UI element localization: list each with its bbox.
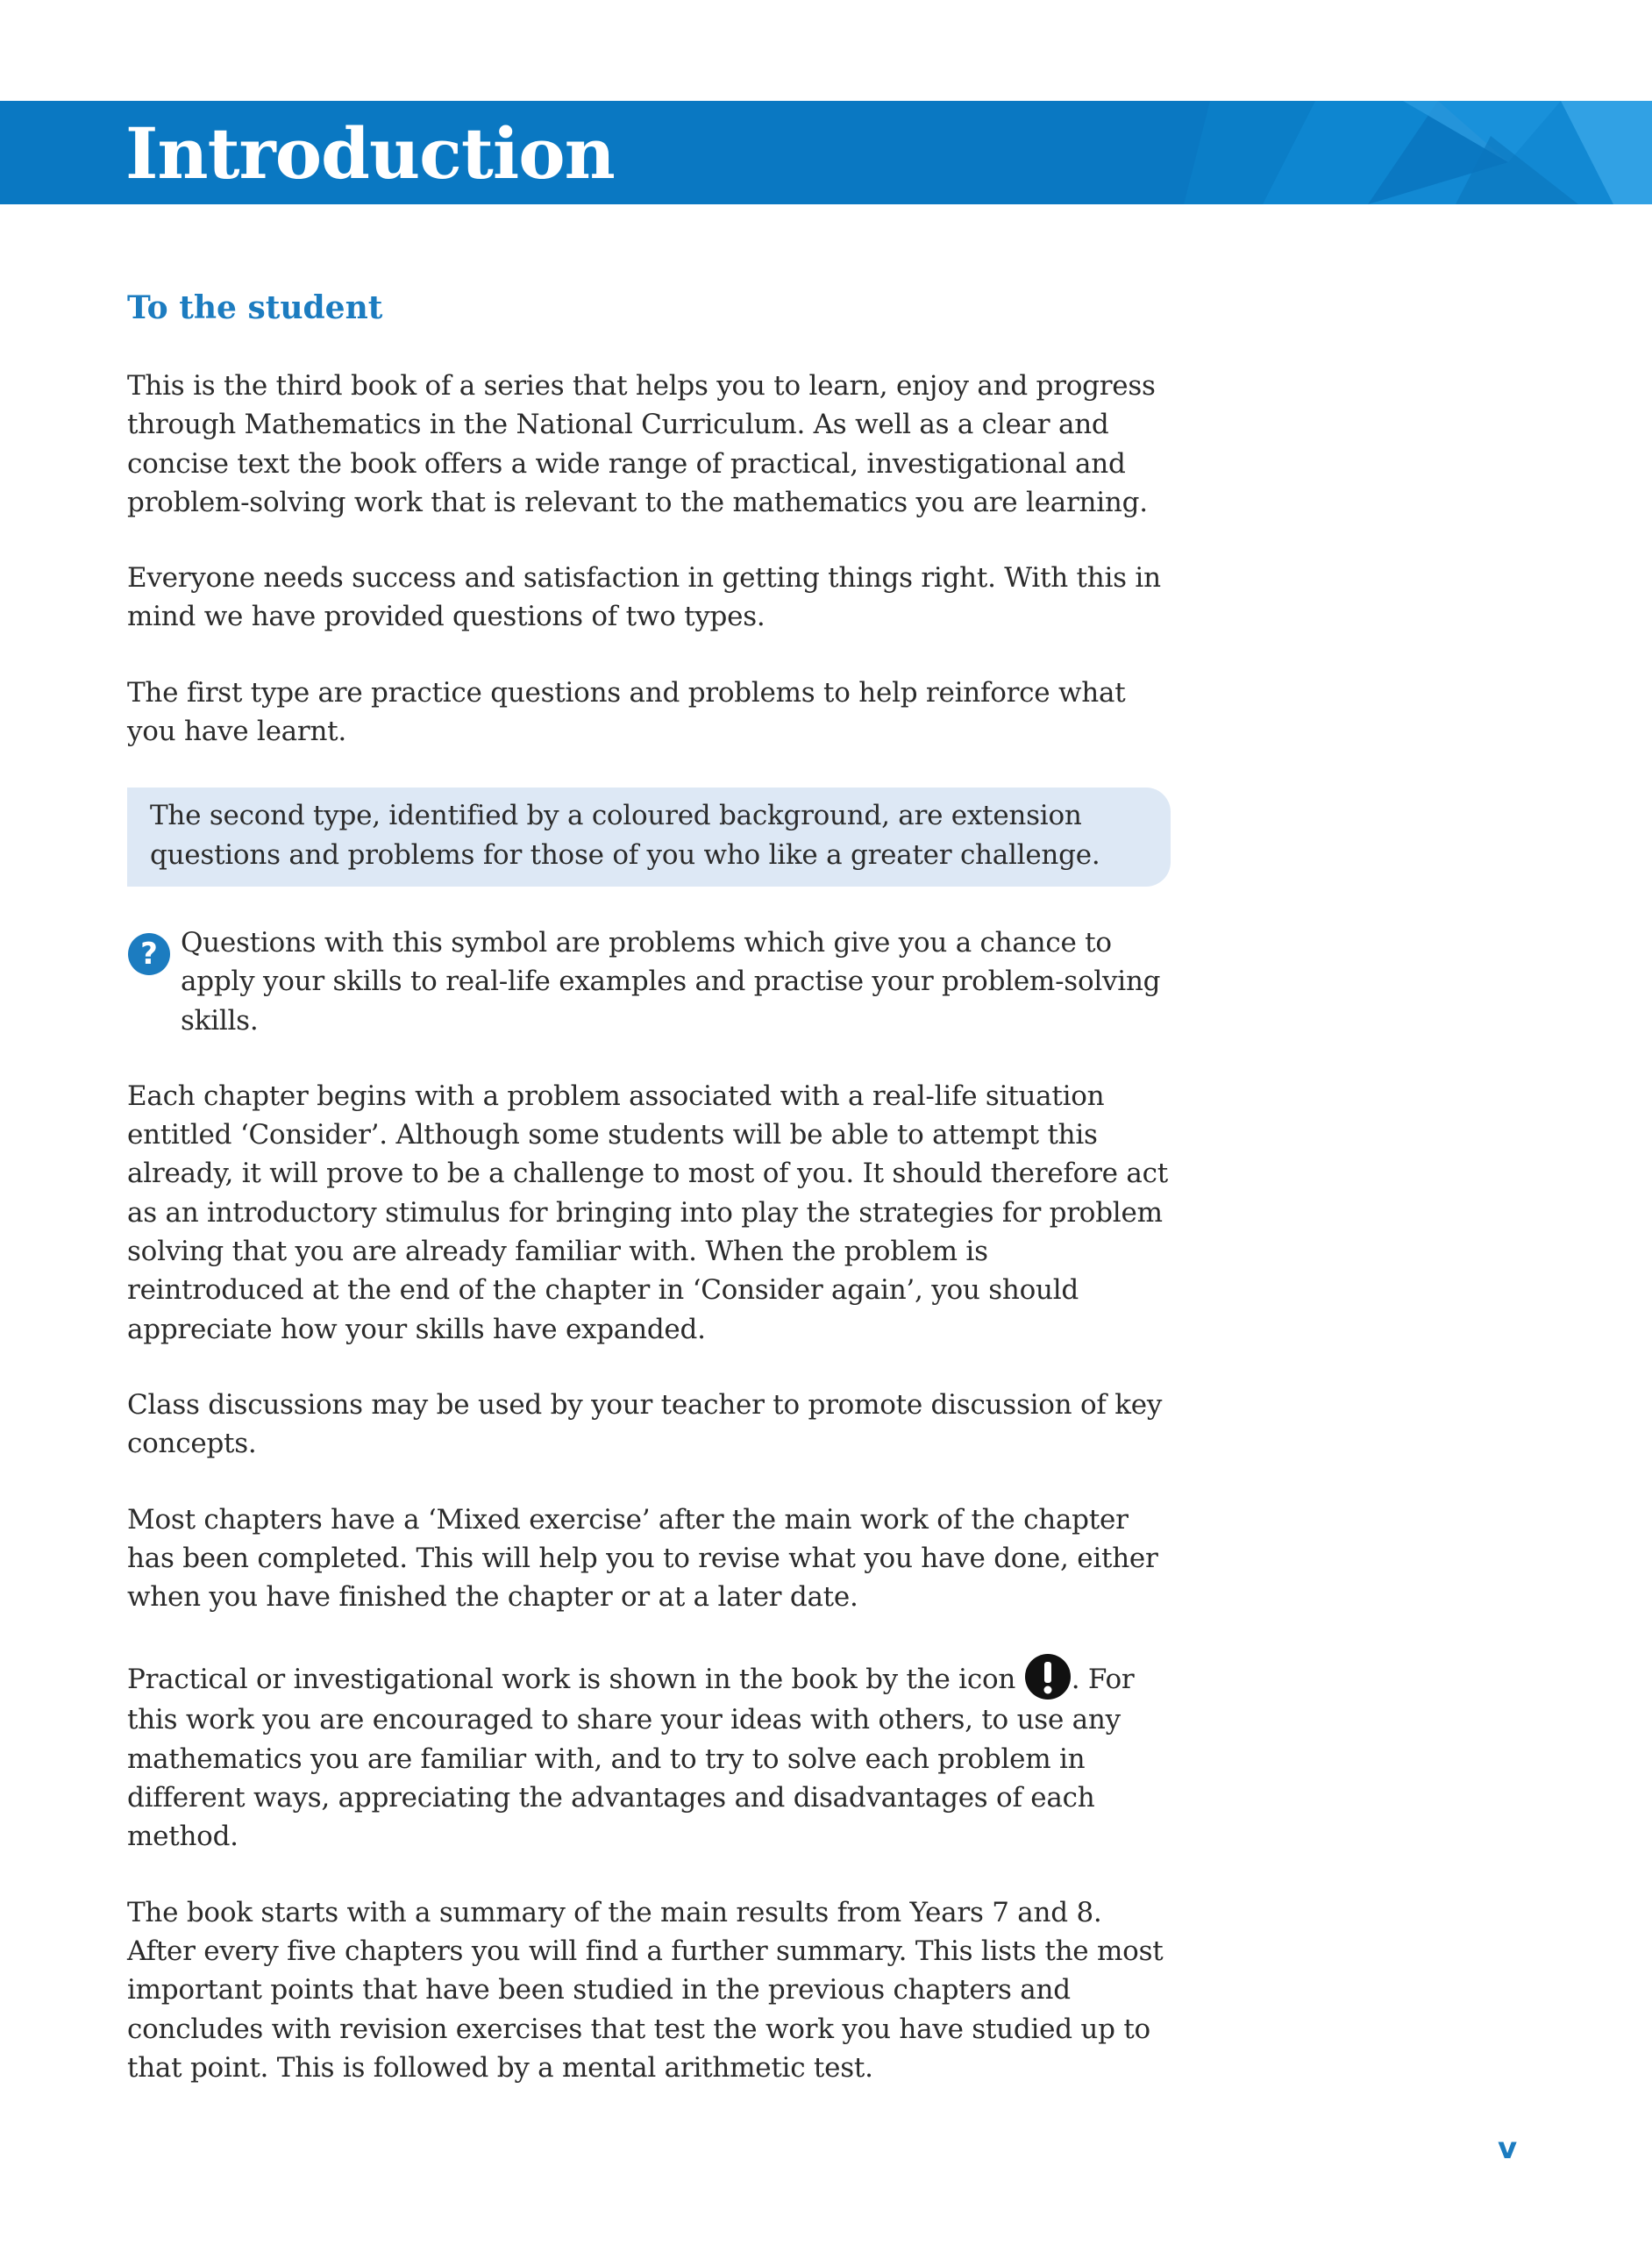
intro-content — [127, 284, 1171, 2087]
paragraph-mixed-exercise: Most chapters have a ‘Mixed exercise’ after the main work of the chapter has been completed. This will help you to revise what you have done, either when you have finished the chapter or at a later date. — [127, 1503, 1158, 1614]
paragraph-practical-work — [127, 1653, 1171, 1856]
paragraph-class-discussion: Class discussions may be used by your teacher to promote discussion of key concepts. — [127, 1388, 1163, 1460]
svg-text:?: ? — [140, 936, 158, 972]
paragraph-problem-symbol: Questions with this symbol are problems which give you a chance to apply your skills to real-life examples and practise your problem-solving skills. — [181, 926, 1161, 1037]
paragraph-success: Everyone needs success and satisfaction in getting things right. With this in mind we have provided questions of two types. — [127, 562, 1161, 633]
extension-box — [127, 788, 1171, 887]
chapter-banner — [0, 101, 1652, 204]
section-heading: To the student — [127, 289, 383, 326]
problem-symbol-note — [127, 923, 1171, 1040]
paragraph-consider: Each chapter begins with a problem associated with a real-life situation entitled ‘Consider’. Although some students will be able to attempt this already, it will prove to be a challenge to most of you. It should therefore act as an introductory stimulus for bringing into play the strategies for problem solving that you are already familiar with. When the problem is reintroduced at the end of the chapter in ‘Consider again’, you should appreciate how your skills have expanded. — [127, 1080, 1168, 1345]
paragraph-first-type: The first type are practice questions and problems to help reinforce what you have learnt. — [127, 676, 1126, 748]
practical-text-end: . For this work you are encouraged to share your ideas with others, to use any mathematics you are familiar with, and to try to solve each problem in different ways, appreciating the advantages and disadvantages of each method. — [127, 1664, 1135, 1853]
exclamation-icon — [1024, 1653, 1072, 1700]
question-mark-icon — [127, 932, 171, 976]
page-title: Introduction — [125, 112, 615, 195]
practical-text-start: Practical or investigational work is shown in the book by the icon — [127, 1664, 1024, 1696]
paragraph-summary: The book starts with a summary of the main results from Years 7 and 8. After every five chapters you will find a further summary. This lists the most important points that have been studied in the previous chapters and concludes with revision exercises that test the work you have studied up to that point. This is followed by a mental arithmetic test. — [127, 1896, 1164, 2084]
page-number: v — [1498, 2131, 1518, 2166]
paragraph-second-type: The second type, identified by a coloured background, are extension questions and problems for those of you who like a greater challenge. — [150, 800, 1100, 871]
paragraph-series: This is the third book of a series that helps you to learn, enjoy and progress through Mathematics in the National Curriculum. As well as a clear and concise text the book offers a wide range of practical, investigational and problem-solving work that is relevant to the mathematics you are learning. — [127, 370, 1156, 518]
